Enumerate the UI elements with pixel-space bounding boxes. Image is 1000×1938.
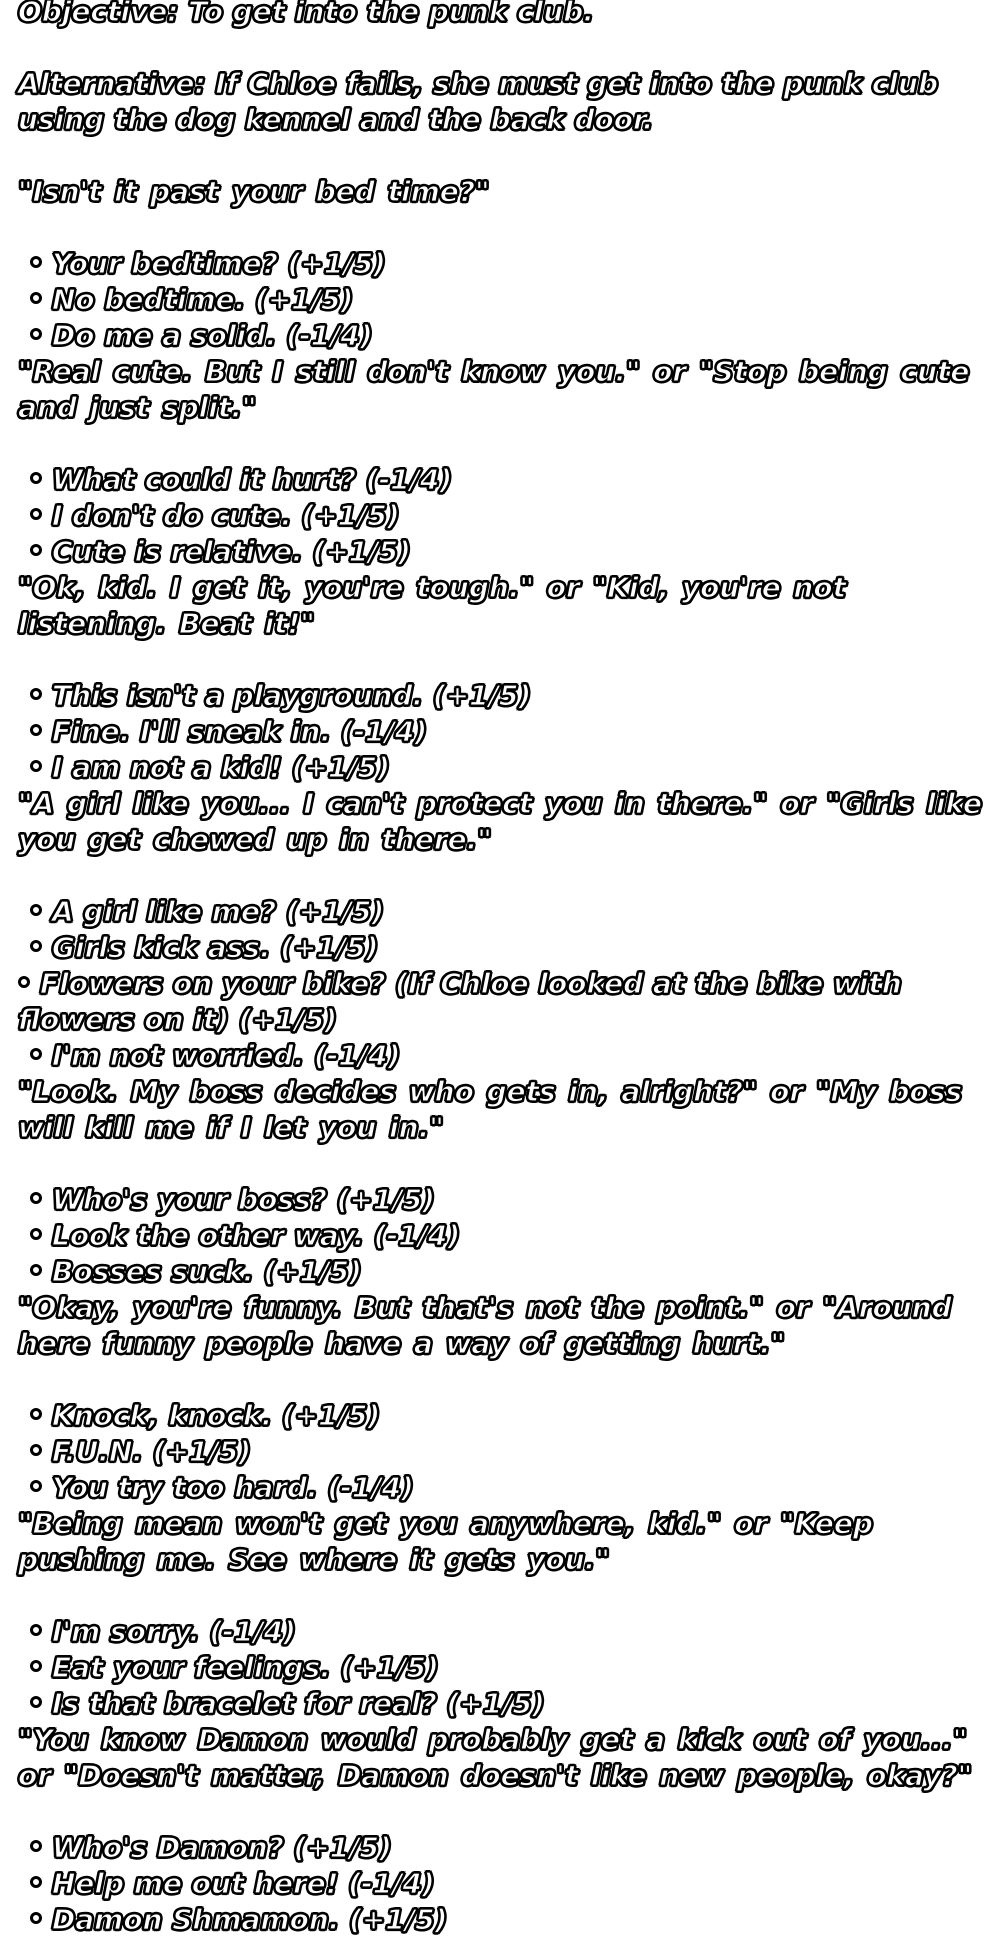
bullet-icon (30, 904, 42, 916)
bullet-icon (18, 976, 30, 988)
list-item (18, 1038, 1000, 1074)
list-item (18, 966, 1000, 1038)
bullet-icon (30, 1912, 42, 1924)
option-text: A girl like me? (+1/5) (52, 895, 385, 928)
list-item (18, 534, 1000, 570)
option-list (18, 894, 1000, 1074)
dialogue-quote: "You know Damon would probably get a kick out of you..." or "Doesn't matter, Damon doesn't like new people, okay?" (18, 1723, 973, 1792)
option-text: Who's Damon? (+1/5) (52, 1831, 392, 1864)
option-text: Help me out here! (-1/4) (52, 1867, 435, 1900)
option-text: Is that bracelet for real? (+1/5) (52, 1687, 545, 1720)
spacer (18, 642, 1000, 678)
option-list (18, 462, 1000, 570)
option-text: Fine. I'll sneak in. (-1/4) (52, 715, 428, 748)
option-list (18, 1398, 1000, 1506)
list-item (18, 1866, 1000, 1902)
bullet-icon (30, 1228, 42, 1240)
list-item (18, 462, 1000, 498)
dialogue-quote: "A girl like you... I can't protect you in there." or "Girls like you get chewed up in there." (18, 787, 983, 856)
option-text: No bedtime. (+1/5) (52, 283, 354, 316)
option-text: I am not a kid! (+1/5) (52, 751, 390, 784)
list-item (18, 1830, 1000, 1866)
spacer (18, 426, 1000, 462)
bullet-icon (30, 1624, 42, 1636)
option-text: This isn't a playground. (+1/5) (52, 679, 532, 712)
list-item (18, 282, 1000, 318)
bullet-icon (30, 1264, 42, 1276)
list-item (18, 1650, 1000, 1686)
option-text: Damon Shmamon. (+1/5) (52, 1903, 448, 1936)
bullet-icon (30, 328, 42, 340)
list-item (18, 1686, 1000, 1722)
bullet-icon (30, 1660, 42, 1672)
dialogue-quote: "Real cute. But I still don't know you." or "Stop being cute and just split." (18, 355, 970, 424)
option-text: Flowers on your bike? (If Chloe looked at the bike with flowers on it) (+1/5) (18, 967, 902, 1036)
option-text: I'm sorry. (-1/4) (52, 1615, 296, 1648)
spacer (18, 30, 1000, 66)
dialogue-quote: "Isn't it past your bed time?" (18, 175, 490, 208)
option-list (18, 246, 1000, 354)
list-item (18, 1398, 1000, 1434)
bullet-icon (30, 688, 42, 700)
option-list (18, 678, 1000, 786)
list-item (18, 930, 1000, 966)
bullet-icon (30, 724, 42, 736)
list-item (18, 498, 1000, 534)
list-item (18, 678, 1000, 714)
alternative-text: Alternative: If Chloe fails, she must get into the punk club using the dog kennel and the back door. (18, 67, 938, 136)
option-text: Do me a solid. (-1/4) (52, 319, 373, 352)
objective-text: Objective: To get into the punk club. (18, 0, 594, 28)
bullet-icon (30, 1444, 42, 1456)
option-text: Eat your feelings. (+1/5) (52, 1651, 439, 1684)
list-item (18, 750, 1000, 786)
dialogue-quote: "Look. My boss decides who gets in, alright?" or "My boss will kill me if I let you in." (18, 1075, 963, 1144)
bullet-icon (30, 256, 42, 268)
option-text: What could it hurt? (-1/4) (52, 463, 453, 496)
option-text: I don't do cute. (+1/5) (52, 499, 400, 532)
spacer (18, 1578, 1000, 1614)
bullet-icon (30, 1696, 42, 1708)
bullet-icon (30, 760, 42, 772)
bullet-icon (30, 1048, 42, 1060)
bullet-icon (30, 508, 42, 520)
bullet-icon (30, 1876, 42, 1888)
option-text: Knock, knock. (+1/5) (52, 1399, 381, 1432)
option-text: F.U.N. (+1/5) (52, 1435, 252, 1468)
list-item (18, 894, 1000, 930)
list-item (18, 1470, 1000, 1506)
spacer (18, 210, 1000, 246)
spacer (18, 1146, 1000, 1182)
option-list (18, 1614, 1000, 1722)
option-text: I'm not worried. (-1/4) (52, 1039, 401, 1072)
spacer (18, 138, 1000, 174)
list-item (18, 1218, 1000, 1254)
option-text: You try too hard. (-1/4) (52, 1471, 414, 1504)
bullet-icon (30, 1408, 42, 1420)
list-item (18, 1182, 1000, 1218)
bullet-icon (30, 940, 42, 952)
option-text: Girls kick ass. (+1/5) (52, 931, 379, 964)
dialogue-quote: "Okay, you're funny. But that's not the point." or "Around here funny people have a way of getting hurt." (18, 1291, 952, 1360)
bullet-icon (30, 544, 42, 556)
option-text: Who's your boss? (+1/5) (52, 1183, 435, 1216)
list-item (18, 1902, 1000, 1938)
list-item (18, 246, 1000, 282)
option-list (18, 1182, 1000, 1290)
spacer (18, 1794, 1000, 1830)
bullet-icon (30, 292, 42, 304)
option-list (18, 1830, 1000, 1938)
list-item (18, 1614, 1000, 1650)
list-item (18, 1254, 1000, 1290)
option-text: Bosses suck. (+1/5) (52, 1255, 362, 1288)
bullet-icon (30, 1840, 42, 1852)
dialogue-quote: "Being mean won't get you anywhere, kid." or "Keep pushing me. See where it gets you." (18, 1507, 873, 1576)
dialogue-quote: "Ok, kid. I get it, you're tough." or "Kid, you're not listening. Beat it!" (18, 571, 846, 640)
option-text: Cute is relative. (+1/5) (52, 535, 411, 568)
bullet-icon (30, 1192, 42, 1204)
list-item (18, 714, 1000, 750)
list-item (18, 318, 1000, 354)
option-text: Your bedtime? (+1/5) (52, 247, 386, 280)
bullet-icon (30, 472, 42, 484)
list-item (18, 1434, 1000, 1470)
bullet-icon (30, 1480, 42, 1492)
spacer (18, 858, 1000, 894)
spacer (18, 1362, 1000, 1398)
option-text: Look the other way. (-1/4) (52, 1219, 461, 1252)
